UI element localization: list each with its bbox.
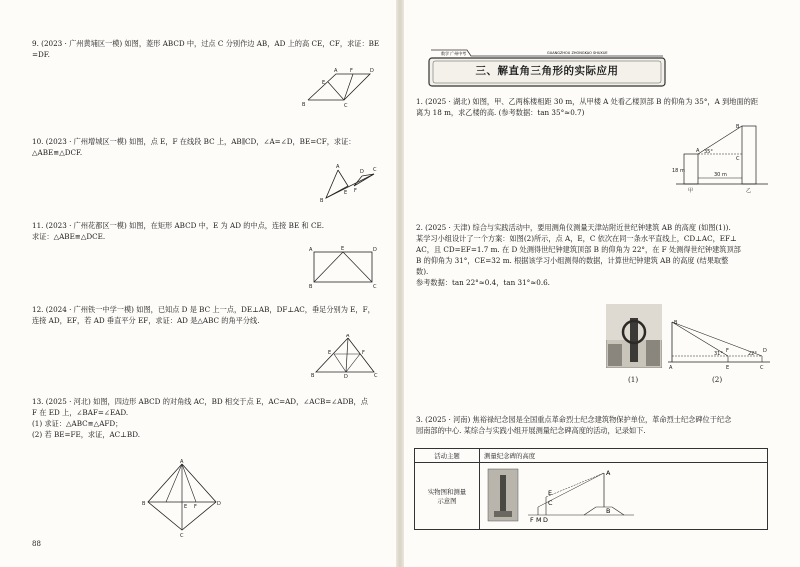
applied-problem-3 bbox=[416, 414, 778, 436]
banner-small: 数学 广州中考 bbox=[441, 51, 467, 56]
building-jia bbox=[684, 154, 698, 184]
fig-label: A bbox=[606, 469, 611, 477]
diagram-cell bbox=[480, 463, 768, 530]
problem-line: 9. (2023 · 广州黄埔区一模) 如图，菱形 ABCD 中，过点 C 分别作边 AB，AD 上的高 CE，CF，求证：BE bbox=[32, 39, 380, 48]
fig-label: C bbox=[374, 373, 378, 378]
fig-label: B bbox=[606, 507, 611, 515]
fig-label: 22° bbox=[748, 351, 757, 357]
section-banner bbox=[427, 46, 667, 88]
problem-line: 求证：△ABE≌△DCE. bbox=[32, 232, 106, 241]
fig-label: E bbox=[184, 504, 188, 510]
fig-label: 18 m bbox=[672, 168, 685, 174]
sight-line-2 bbox=[546, 473, 604, 497]
fig-label: F bbox=[194, 504, 197, 510]
problem-line: 连接 AD，EF，若 AD 垂直平分 EF，求证：AD 是△ABC 的角平分线. bbox=[32, 316, 260, 325]
problem-line: (1) 求证：△ABC≌△AFD； bbox=[32, 419, 123, 428]
fig-label: A bbox=[334, 68, 338, 74]
problem-line: 某学习小组设计了一个方案：如图(2)所示，点 A，E，C 依次在同一条水平直线上，CD⊥AC，EF⊥ bbox=[416, 234, 737, 243]
fig-label: E bbox=[344, 190, 348, 196]
fig-label: B bbox=[311, 373, 315, 378]
segment-ce bbox=[343, 252, 372, 282]
banner-sub: GUANGZHOU ZHONGKAO SHUXUE bbox=[547, 51, 608, 55]
table-row bbox=[415, 463, 768, 530]
fig-label: 甲 bbox=[688, 188, 694, 194]
problem-9 bbox=[32, 38, 392, 60]
segment-af bbox=[182, 464, 196, 502]
fig-label: B bbox=[320, 198, 324, 204]
problem-line: 园南部的中心. 某综合与实践小组开展测量纪念碑高度的活动，记录如下. bbox=[416, 426, 646, 435]
diagram-label-line: 实物图和测量 bbox=[427, 488, 467, 496]
fig-label: D bbox=[370, 68, 374, 74]
problem-line: 13. (2025 · 河北) 如图，四边形 ABCD 的对角线 AC，BD 相交于点 E，AC=AD，∠ACB=∠ADB，点 bbox=[32, 397, 368, 406]
figure-rhombus bbox=[298, 62, 378, 108]
clock-pillar bbox=[630, 318, 638, 362]
problem-line: 11. (2023 · 广州花都区一模) 如图，在矩形 ABCD 中，E 为 AD 的中点，连接 BE 和 CE. bbox=[32, 221, 324, 230]
fig-label: F bbox=[726, 348, 729, 354]
fig-label: F bbox=[354, 188, 357, 194]
problem-line: F 在 ED 上，∠BAF=∠EAD. bbox=[32, 408, 129, 417]
applied-problem-1 bbox=[416, 96, 776, 118]
fig-label: D bbox=[360, 169, 364, 175]
problem-line: AC，且 CD=EF=1.7 m. 在 D 处测得世纪钟建筑顶部 B 的仰角为 22°，在 F 处测得世纪钟建筑顶部 bbox=[416, 245, 741, 254]
section-title: 三、解直角三角形的实际应用 bbox=[475, 65, 619, 77]
applied-problem-2 bbox=[416, 222, 778, 288]
fig-label: D bbox=[344, 374, 348, 378]
fig-label: B bbox=[674, 320, 678, 326]
monument-diagram bbox=[484, 467, 644, 523]
fig-label: F bbox=[530, 516, 534, 523]
fig-label: B bbox=[302, 102, 306, 108]
triangle-abc bbox=[316, 338, 374, 372]
problem-13 bbox=[32, 396, 392, 440]
rectangle-abcd bbox=[314, 252, 372, 282]
problem-12 bbox=[32, 304, 392, 326]
segment-de bbox=[334, 354, 346, 372]
monument-obelisk bbox=[500, 475, 506, 515]
fig-label: F bbox=[362, 350, 365, 356]
problem-line: (2) 若 BE=FE，求证，AC⊥BD. bbox=[32, 430, 140, 439]
building-left bbox=[608, 344, 622, 366]
problem-line: =DF. bbox=[32, 50, 50, 59]
book-gutter bbox=[396, 0, 404, 567]
fig-label: F bbox=[350, 68, 353, 74]
problem-11 bbox=[32, 220, 392, 242]
fig-label: 30 m bbox=[714, 172, 727, 178]
fig-label: E bbox=[548, 489, 553, 497]
fig-label: D bbox=[763, 348, 767, 354]
segment-ab2 bbox=[166, 464, 182, 502]
fig-label: A bbox=[696, 148, 700, 154]
problem-line: 2. (2025 · 天津) 综合与实践活动中，要用测角仪测量天津站附近世纪钟建筑 AB 的高度 (如图(1)). bbox=[416, 223, 731, 232]
fig-label: D bbox=[373, 247, 377, 253]
figure-two-buildings bbox=[672, 120, 772, 196]
photo-century-clock bbox=[606, 304, 662, 368]
fig-label: M bbox=[536, 516, 542, 523]
caption-fig-1: (1) bbox=[628, 375, 639, 384]
fig-label: A bbox=[309, 247, 313, 253]
figure-quadrilateral bbox=[140, 458, 224, 538]
diagram-label-line: 示意图 bbox=[437, 497, 457, 505]
fig-label: A bbox=[669, 365, 673, 371]
fig-label: E bbox=[726, 365, 730, 371]
fig-label: A bbox=[336, 164, 340, 170]
fig-label: C bbox=[373, 167, 377, 173]
fig-label: D bbox=[543, 516, 548, 523]
fig-label: E bbox=[328, 350, 332, 356]
segment-ad bbox=[346, 338, 348, 372]
fig-label: C bbox=[736, 156, 740, 162]
monument-base bbox=[494, 511, 512, 517]
altitude-ce bbox=[328, 82, 344, 100]
segment-df bbox=[346, 354, 360, 372]
fig-label: B bbox=[736, 124, 740, 130]
problem-line: △ABE≌△DCF. bbox=[32, 148, 83, 157]
building-right bbox=[646, 340, 660, 366]
table-row bbox=[415, 449, 768, 463]
fig-label: 35° bbox=[704, 149, 713, 155]
segment-be bbox=[314, 252, 343, 282]
problem-line: 离为 18 m，求乙楼的高. (参考数据：tan 35°≈0.7) bbox=[416, 108, 585, 117]
figure-rectangle bbox=[306, 244, 380, 290]
problem-line: 10. (2023 · 广州增城区一模) 如图，点 E，F 在线段 BC 上，AB∥CD，∠A=∠D，BE=CF，求证： bbox=[32, 137, 356, 146]
problem-line: 数). bbox=[416, 267, 429, 276]
fig-label: B bbox=[309, 284, 313, 290]
segment-bc bbox=[326, 174, 374, 198]
rhombus-outline bbox=[308, 74, 370, 100]
fig-label: 乙 bbox=[746, 188, 752, 194]
figure-triangles bbox=[318, 162, 378, 206]
theme-value: 测量纪念碑的高度 bbox=[480, 449, 768, 463]
problem-line: 3. (2025 · 河南) 焦裕禄纪念园是全国重点革命烈士纪念建筑物保护单位，革命烈士纪念碑位于纪念 bbox=[416, 415, 732, 424]
diagram-label bbox=[415, 463, 480, 530]
fig-label: E bbox=[322, 80, 326, 86]
problem-line: 1. (2025 · 湖北) 如图，甲、乙两栋楼相距 30 m，从甲楼 A 处看乙楼顶部 B 的仰角为 35°，A 到地面的距 bbox=[416, 97, 759, 106]
monument-mound bbox=[584, 507, 624, 515]
fig-label: D bbox=[217, 501, 221, 507]
problem-line: 参考数据：tan 22°≈0.4，tan 31°≈0.6. bbox=[416, 278, 550, 287]
building-yi bbox=[742, 126, 756, 184]
theme-label: 活动主题 bbox=[415, 449, 480, 463]
fig-label: C bbox=[760, 365, 764, 371]
fig-label: E bbox=[341, 246, 345, 252]
caption-fig-2: (2) bbox=[712, 375, 723, 384]
fig-label: A bbox=[180, 459, 184, 465]
problem-10 bbox=[32, 136, 392, 158]
problem-line: B 的仰角为 31°，CE=32 m. 根据该学习小组测得的数据，计算世纪钟建筑 AB 的高度 (结果取整 bbox=[416, 256, 729, 265]
altitude-cf bbox=[344, 74, 353, 100]
fig-label: C bbox=[548, 499, 553, 507]
figure-measurement-scheme bbox=[664, 318, 774, 382]
fig-label: 31° bbox=[714, 351, 723, 357]
fig-label: B bbox=[142, 501, 146, 507]
problem-line: 12. (2024 · 广州铁一中学一模) 如图，已知点 D 是 BC 上一点，DE⊥AB，DF⊥AC，垂足分别为 E，F， bbox=[32, 305, 375, 314]
page-number: 88 bbox=[32, 540, 41, 548]
figure-bisector bbox=[310, 334, 380, 378]
fig-label: A bbox=[346, 334, 350, 339]
fig-label: C bbox=[373, 284, 377, 290]
fig-label: C bbox=[180, 533, 184, 538]
activity-record-table bbox=[414, 448, 768, 530]
fig-label: C bbox=[344, 103, 348, 108]
